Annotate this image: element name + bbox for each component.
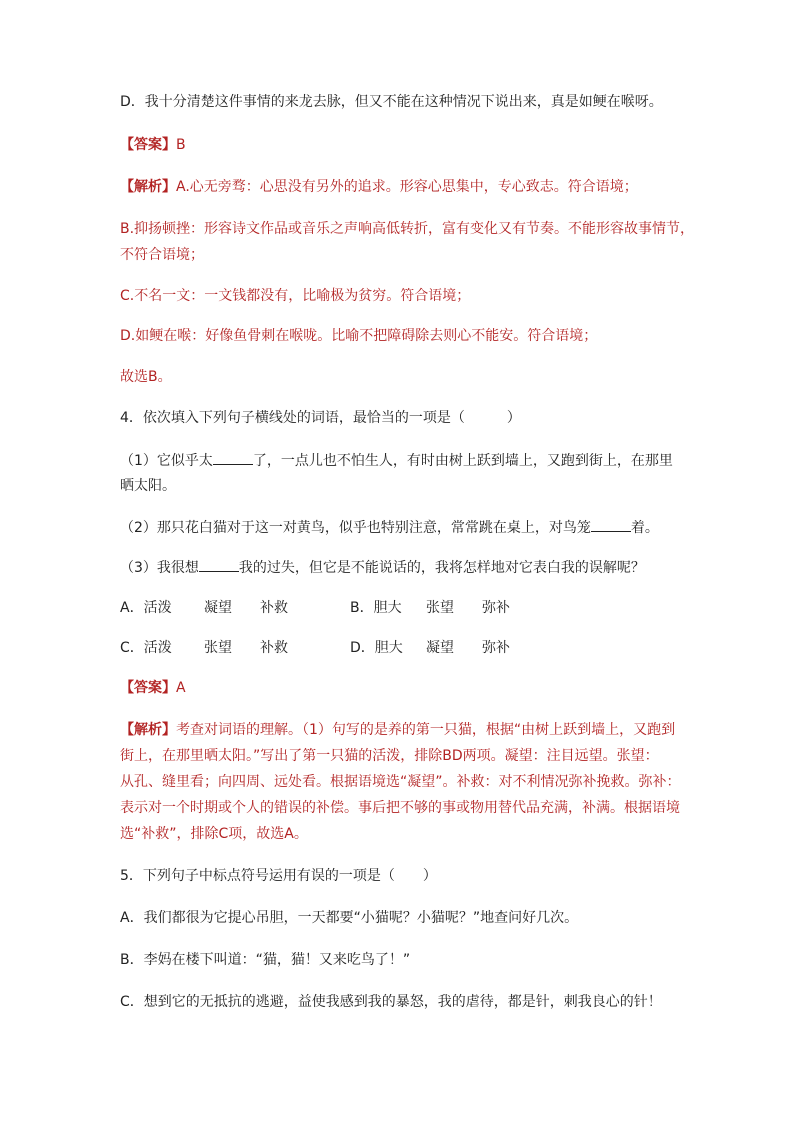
q4-sentence-1	[120, 450, 673, 471]
q3-conclusion: 故选B。	[120, 369, 172, 385]
q4-analysis-1	[120, 720, 675, 740]
q4-sentence-1-cont: 晒太阳。	[120, 478, 176, 494]
sentence-text: （1）它似乎太	[120, 453, 213, 469]
option-d-word2: 凝望	[426, 640, 454, 656]
option-c-word3: 补救	[260, 640, 288, 656]
q4-analysis-2: 街上，在那里晒太阳。”写出了第一只猫的活泼，排除BD两项。凝望：注目远望。张望：	[120, 748, 659, 764]
q4-analysis-5: 选“补救”，排除C项，故选A。	[120, 826, 308, 842]
option-a-label: A．活泼	[120, 600, 172, 616]
option-b-label: B．胆大	[350, 600, 402, 616]
option-d-label: D．胆大	[350, 640, 403, 656]
q3-analysis-a	[120, 177, 638, 197]
q3-analysis-d: D.如鲠在喉：好像鱼骨刺在喉咙。比喻不把障碍除去则心不能安。符合语境；	[120, 328, 598, 344]
sentence-text: （3）我很想	[120, 560, 199, 576]
analysis-label: 【解析】	[120, 722, 176, 738]
q3-analysis-b-2: 不符合语境；	[120, 247, 204, 263]
option-b-word2: 张望	[426, 600, 454, 616]
option-d-word3: 弥补	[482, 640, 510, 656]
q4-answer	[120, 678, 186, 698]
sentence-text: 着。	[630, 520, 659, 536]
option-a-word2: 凝望	[204, 600, 232, 616]
q4-analysis-4: 表示对一个时期或个人的错误的补偿。事后把不够的事或物用替代品充满，补满。根据语境	[120, 800, 680, 816]
q3-answer	[120, 135, 186, 155]
answer-label: 【答案】	[120, 137, 176, 153]
sentence-text: （2）那只花白猫对于这一对黄鸟，似乎也特别注意，常常跳在桌上，对鸟笼	[120, 520, 591, 536]
option-a-word3: 补救	[260, 600, 288, 616]
q4-analysis-3: 从孔、缝里看；向四周、远处看。根据语境选“凝望”。补救：对不利情况弥补挽救。弥补：	[120, 774, 681, 790]
q4-sentence-2	[120, 517, 659, 538]
q3-option-d: D．我十分清楚这件事情的来龙去脉，但又不能在这种情况下说出来，真是如鲠在喉呀。	[120, 94, 663, 110]
q5-option-b: B．李妈在楼下叫道：“猫，猫！又来吃鸟了！”	[120, 952, 411, 968]
option-c-label: C．活泼	[120, 640, 172, 656]
blank-line	[199, 557, 239, 572]
q5-stem: 5．下列句子中标点符号运用有误的一项是（ ）	[120, 868, 437, 884]
sentence-text: 了，一点儿也不怕生人，有时由树上跃到墙上，又跑到街上，在那里	[252, 453, 673, 469]
analysis-text: 考查对词语的理解。（1）句写的是养的第一只猫，根据“由树上跃到墙上，又跑到	[176, 722, 676, 738]
analysis-label: 【解析】	[120, 179, 176, 195]
option-b-word3: 弥补	[482, 600, 510, 616]
analysis-text: A.心无旁骛：心思没有另外的追求。形容心思集中，专心致志。符合语境；	[176, 179, 638, 195]
q3-analysis-c: C.不名一文：一文钱都没有，比喻极为贫穷。符合语境；	[120, 288, 471, 304]
answer-value: A	[176, 680, 186, 696]
q3-analysis-b-1: B.抑扬顿挫：形容诗文作品或音乐之声响高低转折，富有变化又有节奏。不能形容故事情节，	[120, 221, 695, 237]
q4-stem: 4．依次填入下列句子横线处的词语，最恰当的一项是（ ）	[120, 410, 521, 426]
blank-line	[213, 450, 253, 465]
blank-line	[591, 517, 631, 532]
sentence-text: 我的过失，但它是不能说话的，我将怎样地对它表白我的误解呢？	[238, 560, 645, 576]
option-c-word2: 张望	[204, 640, 232, 656]
answer-label: 【答案】	[120, 680, 176, 696]
q5-option-c: C．想到它的无抵抗的逃避，益使我感到我的暴怒，我的虐待，都是针，刺我良心的针！	[120, 994, 662, 1010]
q4-sentence-3	[120, 557, 645, 578]
q5-option-a: A．我们都很为它提心吊胆，一天都要“小猫呢？小猫呢？”地查问好几次。	[120, 910, 579, 926]
answer-value: B	[176, 137, 186, 153]
